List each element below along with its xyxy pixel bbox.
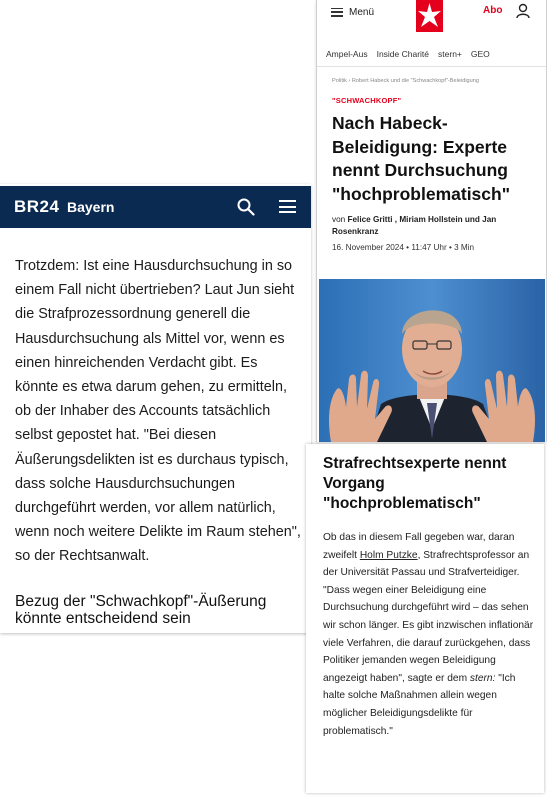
hamburger-icon <box>331 8 343 17</box>
menu-label: Menü <box>349 6 375 18</box>
br24-header <box>0 186 311 228</box>
nav-item-stern-plus[interactable]: stern+ <box>438 49 462 59</box>
section-heading: Bezug der "Schwachkopf"-Äußerung könnte entscheidend sein <box>15 593 267 627</box>
divider <box>317 66 546 67</box>
person-link[interactable]: Holm Putzke <box>359 549 418 561</box>
paragraph-text: "Ich halte solche Maßnahmen allein wegen möglicher Beleidigungsdelikte für problematisch." <box>323 672 516 737</box>
dateline: 16. November 2024 • 11:47 Uhr • 3 Min <box>332 243 475 252</box>
paragraph-text: Ob das in diesem Fall gegeben war, daran zweifelt <box>323 532 515 561</box>
user-icon[interactable] <box>516 3 530 19</box>
byline <box>332 214 532 238</box>
paragraph-text: , Strafrechtsprofessor an der Universität Passau und Strafverteidiger. "Dass wegen einer Beleidigung eine Durchsuchung durchgeführt wird – das sehen wir schon länger. Es gibt inzwischen inflationär viele Verfahren, die darauf zurückgehen, dass Politiker jemanden wegen Beleidigung angezeigt haben", sagte er dem <box>323 549 534 684</box>
nav-item-ampel-aus[interactable]: Ampel-Aus <box>326 49 368 59</box>
br24-article-panel <box>0 184 311 633</box>
stern-logo[interactable] <box>416 0 443 32</box>
search-icon[interactable] <box>237 198 255 216</box>
abo-link[interactable]: Abo <box>483 5 503 16</box>
menu-button[interactable] <box>331 3 374 21</box>
nav-item-inside-charite[interactable]: Inside Charité <box>376 49 430 59</box>
kicker: "SCHWACHKOPF" <box>332 96 402 105</box>
article-paragraph <box>323 529 538 740</box>
hamburger-icon[interactable] <box>279 200 296 213</box>
stern-article-panel <box>316 0 547 442</box>
article-headline: Nach Habeck-Beleidigung: Experte nennt Durchsuchung "hochproblematisch" <box>332 113 511 204</box>
stern-excerpt-card <box>306 444 544 793</box>
source-name: stern: <box>469 672 496 684</box>
br24-logo[interactable]: BR24 <box>14 197 60 216</box>
article-photo <box>319 279 545 442</box>
nav-item-geo[interactable]: GEO <box>470 49 490 59</box>
author-names[interactable]: Felice Gritti , Miriam Hollstein und Jan Rosenkranz <box>332 215 497 236</box>
stern-topbar <box>317 0 546 33</box>
topic-nav <box>317 44 546 66</box>
region-label[interactable]: Bayern <box>67 199 115 215</box>
article-paragraph: Trotzdem: Ist eine Hausdurchsuchung in so einem Fall nicht übertrieben? Laut Jun sieht die Strafprozessordnung generell die Hausdurchsuchung als Mittel vor, wenn es einen hinreichenden Verdacht gibt. Es könnte es etwa darum gehen, zu ermitteln, ob der Inhaber des Accounts tatsächlich selbst gepostet hat. "Bei diesen Äußerungsdelikten ist es durchaus typisch, dass solche Hausdurchsuchungen durchgeführt werden, vor allem natürlich, wenn noch weitere Delikte im Raum stehen", so der Rechtsanwalt. <box>15 258 301 565</box>
star-logo-icon <box>416 0 443 32</box>
byline-prefix: von <box>332 215 348 224</box>
breadcrumb[interactable]: Politik › Robert Habeck und die "Schwachkopf"-Beleidigung <box>332 78 480 84</box>
section-heading: Strafrechtsexperte nennt Vorgang "hochproblematisch" <box>323 455 507 512</box>
